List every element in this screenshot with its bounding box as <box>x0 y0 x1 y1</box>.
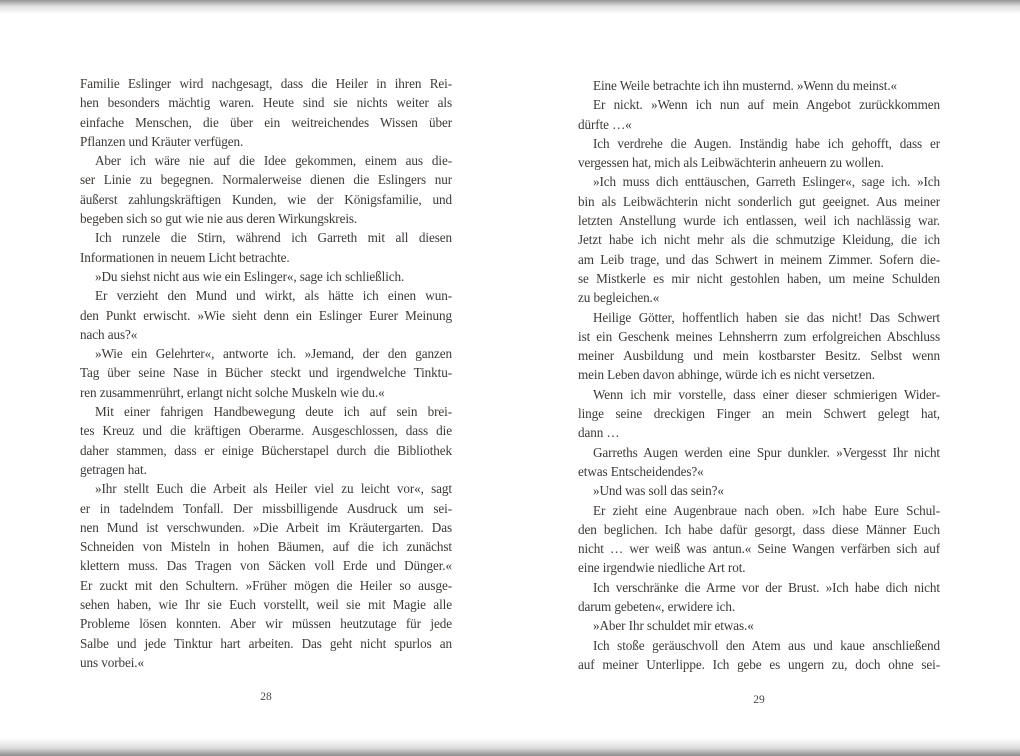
text-line: zu begleichen.« <box>578 290 660 306</box>
text-line: den beglichen. Ich habe dafür gesorgt, dass diese Männer Euch <box>578 521 940 537</box>
text-line: getragen hat. <box>80 461 147 477</box>
right-page-number: 29 <box>753 694 765 706</box>
right-page[interactable] <box>578 76 940 674</box>
text-line: nach aus?« <box>80 326 138 342</box>
text-line: am Leib trage, und das Schwert in meinem Zimmer. Sofern die- <box>578 251 940 267</box>
text-line: Salbe und jede Tinktur hart arbeiten. Das geht nicht spurlos an <box>80 635 452 651</box>
text-line: sehen haben, wie Ihr sie Euch vorstellt, weil sie mit Magie alle <box>80 597 452 613</box>
text-line: Ich verdrehe die Augen. Inständig habe ich gehofft, dass er <box>593 135 940 151</box>
text-line: einfache Menschen, die über ein weitreichendes Wissen über <box>80 114 452 130</box>
text-line: ren zusammenrührt, erlangt nicht solche Muskeln wie du.« <box>80 384 385 400</box>
text-line: Ich runzele die Stirn, während ich Garreth mit all diesen <box>95 230 452 246</box>
text-line: »Und was soll das sein?« <box>593 483 724 499</box>
text-line: auf meiner Unterlippe. Ich gebe es ungern zu, doch ohne sei- <box>578 656 940 672</box>
text-line: meiner Ausbildung und mein kostbarster Besitz. Selbst wenn <box>578 348 940 364</box>
text-line: Mit einer fahrigen Handbewegung deute ich auf sein brei- <box>95 404 452 420</box>
text-line: Er zieht eine Augenbraue nach oben. »Ich habe Eure Schul- <box>593 502 940 518</box>
text-line: klettern muss. Das Tragen von Säcken voll Erde und Dünger.« <box>80 558 452 574</box>
left-page-number: 28 <box>260 691 272 703</box>
text-line: Schneiden von Misteln in hohen Bäumen, auf die ich zunächst <box>80 539 452 555</box>
text-line: Heilige Götter, hoffentlich haben sie das nicht! Das Schwert <box>593 309 940 325</box>
text-line: dann … <box>578 425 620 441</box>
text-line: Ich stoße geräuschvoll den Atem aus und kaue anschließend <box>593 637 940 653</box>
text-line: vergessen hat, mich als Leibwächterin anheuern zu wollen. <box>578 155 884 171</box>
text-line: Er nickt. »Wenn ich nun auf mein Angebot zurückkommen <box>593 97 940 113</box>
text-line: Aber ich wäre nie auf die Idee gekommen, einem aus die- <box>95 153 452 169</box>
text-line: Er verzieht den Mund und wirkt, als hätte ich einen wun- <box>95 288 452 304</box>
text-line: bin als Leibwächterin nicht sonderlich gut geeignet. Aus meiner <box>578 193 940 209</box>
text-line: »Ich muss dich enttäuschen, Garreth Eslinger«, sage ich. »Ich <box>593 174 940 190</box>
text-line: »Du siehst nicht aus wie ein Eslinger«, sage ich schließlich. <box>95 268 405 284</box>
text-line: er in tadelndem Tonfall. Der missbilligende Ausdruck um sei- <box>80 500 452 516</box>
text-line: nicht … wer weiß was antun.« Seine Wangen verfärben sich auf <box>578 541 940 557</box>
text-line: daher stammen, dass er einige Bücherstapel durch die Bibliothek <box>80 442 452 458</box>
text-line: ser Linie zu begegnen. Normalerweise dienen die Eslingers nur <box>80 172 452 188</box>
bottom-edge-shadow <box>0 738 1020 756</box>
text-line: eine irgendwie niedliche Art rot. <box>578 560 746 576</box>
text-line: tes Kreuz und die kräftigen Oberarme. Ausgeschlossen, dass die <box>80 423 452 439</box>
left-page[interactable] <box>80 74 452 672</box>
text-line: Er zuckt mit den Schultern. »Früher mögen die Heiler so ausge- <box>80 577 452 593</box>
text-line: linge seine dreckigen Finger an mein Schwert gelegt hat, <box>578 406 940 422</box>
text-line: Ich verschränke die Arme vor der Brust. »Ich habe dich nicht <box>593 579 940 595</box>
text-line: etwas Entscheidendes?« <box>578 463 704 479</box>
text-line: hen besonders mächtig waren. Heute sind sie nichts weiter als <box>80 95 452 111</box>
text-line: äußerst zahlungskräftigen Kunden, wie der Königsfamilie, und <box>80 191 452 207</box>
top-edge-shadow <box>0 0 1020 14</box>
text-line: Pflanzen und Kräuter verfügen. <box>80 133 244 149</box>
text-line: Familie Eslinger wird nachgesagt, dass die Heiler in ihren Rei- <box>80 76 452 91</box>
text-line: Probleme lösen konnten. Aber wir müssen heutzutage für jede <box>80 616 452 632</box>
text-line: Jetzt habe ich nicht mehr als die schmutzige Kleidung, die ich <box>578 232 940 248</box>
text-line: begeben sich so gut wie nie aus deren Wirkungskreis. <box>80 211 358 227</box>
text-line: Garreths Augen werden eine Spur dunkler. »Vergesst Ihr nicht <box>593 444 940 460</box>
text-line: darum gebeten«, erwidere ich. <box>578 599 736 615</box>
text-line: letzten Anstellung wurde ich entlassen, weil ich nachlässig war. <box>578 213 940 229</box>
text-line: dürfte …« <box>578 116 632 132</box>
text-line: Informationen in neuem Licht betrachte. <box>80 249 290 265</box>
text-line: ist ein Geschenk meines Lehnsherrn zum erfolgreichen Abschluss <box>578 328 940 344</box>
text-line: Tag über seine Nase in Bücher steckt und irgendwelche Tinktu- <box>80 365 452 381</box>
text-line: nen Mund ist verschwunden. »Die Arbeit im Kräutergarten. Das <box>80 519 452 535</box>
text-line: »Aber Ihr schuldet mir etwas.« <box>593 618 754 634</box>
text-line: mein Leben davon abhinge, würde ich es nicht versetzen. <box>578 367 875 383</box>
text-line: den Punkt erwischt. »Wie sieht denn ein Eslinger Eurer Meinung <box>80 307 452 323</box>
text-line: Wenn ich mir vorstelle, dass einer dieser schmierigen Wider- <box>593 386 940 402</box>
text-line: »Ihr stellt Euch die Arbeit als Heiler viel zu leicht vor«, sagt <box>95 481 452 497</box>
text-line: uns vorbei.« <box>80 654 144 670</box>
text-line: se Mistkerle es mir nicht gestohlen haben, um meine Schulden <box>578 270 940 286</box>
text-line: »Wie ein Gelehrter«, antworte ich. »Jemand, der den ganzen <box>95 346 452 362</box>
text-line: Eine Weile betrachte ich ihn musternd. »Wenn du meinst.« <box>593 78 898 93</box>
